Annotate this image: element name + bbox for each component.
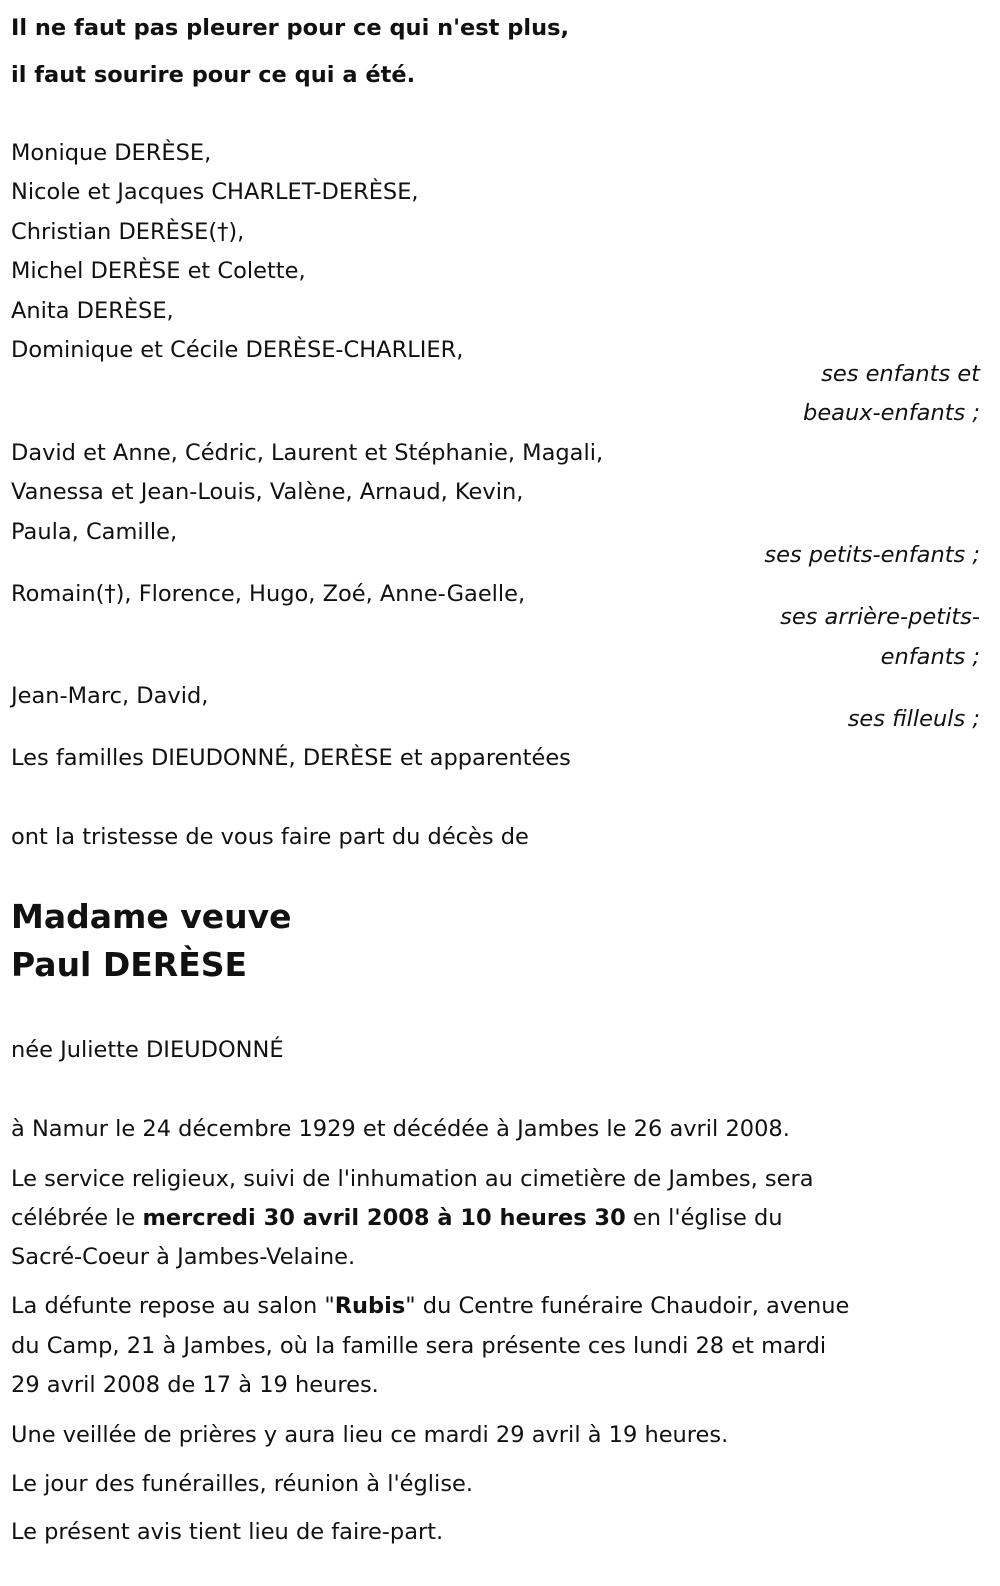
godchildren-role: ses filleuls ;: [847, 706, 980, 732]
rest-text: La défunte repose au salon ": [11, 1293, 335, 1319]
rest-text: " du Centre funéraire Chaudoir, avenue: [405, 1293, 850, 1319]
motto-line-1: Il ne faut pas pleurer pour ce qui n'est plus,: [11, 15, 570, 41]
service-text: en l'église du: [625, 1205, 783, 1231]
rest-line: du Camp, 21 à Jambes, où la famille sera présente ces lundi 28 et mardi: [11, 1333, 827, 1359]
service-line: Le service religieux, suivi de l'inhumation au cimetière de Jambes, sera: [11, 1166, 814, 1192]
funeral-day: Le jour des funérailles, réunion à l'église.: [11, 1471, 474, 1497]
child-name: Monique DERÈSE,: [11, 140, 212, 166]
service-line: Sacré-Coeur à Jambes-Velaine.: [11, 1244, 356, 1270]
child-name: Michel DERÈSE et Colette,: [11, 258, 306, 284]
grandchildren-line: David et Anne, Cédric, Laurent et Stéphanie, Magali,: [11, 440, 604, 466]
children-role: ses enfants et: [821, 361, 980, 387]
deceased-name: Madame veuve: [11, 897, 292, 936]
great-grandchildren: Romain(†), Florence, Hugo, Zoé, Anne-Gaelle,: [11, 581, 526, 607]
announcement: ont la tristesse de vous faire part du décès de: [11, 824, 529, 850]
service-text: célébrée le: [11, 1205, 143, 1231]
grandchildren-line: Vanessa et Jean-Louis, Valène, Arnaud, Kevin,: [11, 479, 524, 505]
rest-line: 29 avril 2008 de 17 à 19 heures.: [11, 1372, 379, 1398]
great-grandchildren-role: ses arrière-petits-: [780, 604, 980, 630]
child-name: Dominique et Cécile DERÈSE-CHARLIER,: [11, 337, 464, 363]
grandchildren-line: Paula, Camille,: [11, 519, 178, 545]
motto-line-2: il faut sourire pour ce qui a été.: [11, 62, 416, 88]
godchildren: Jean-Marc, David,: [11, 683, 209, 709]
great-grandchildren-role: enfants ;: [880, 644, 980, 670]
deceased-name: Paul DERÈSE: [11, 945, 248, 984]
grandchildren-role: ses petits-enfants ;: [764, 542, 980, 568]
notice: Le présent avis tient lieu de faire-part.: [11, 1519, 444, 1545]
dates: à Namur le 24 décembre 1929 et décédée à Jambes le 26 avril 2008.: [11, 1116, 790, 1142]
families: Les familles DIEUDONNÉ, DERÈSE et apparentées: [11, 745, 571, 771]
child-name: Anita DERÈSE,: [11, 298, 174, 324]
rest-line: [11, 1291, 849, 1321]
service-line: [11, 1203, 782, 1233]
vigil: Une veillée de prières y aura lieu ce mardi 29 avril à 19 heures.: [11, 1422, 729, 1448]
salon-name: Rubis: [334, 1293, 406, 1319]
service-datetime: mercredi 30 avril 2008 à 10 heures 30: [142, 1205, 626, 1231]
child-name: Christian DERÈSE(†),: [11, 219, 245, 245]
children-role: beaux-enfants ;: [803, 400, 980, 426]
child-name: Nicole et Jacques CHARLET-DERÈSE,: [11, 179, 419, 205]
born-name: née Juliette DIEUDONNÉ: [11, 1037, 284, 1063]
